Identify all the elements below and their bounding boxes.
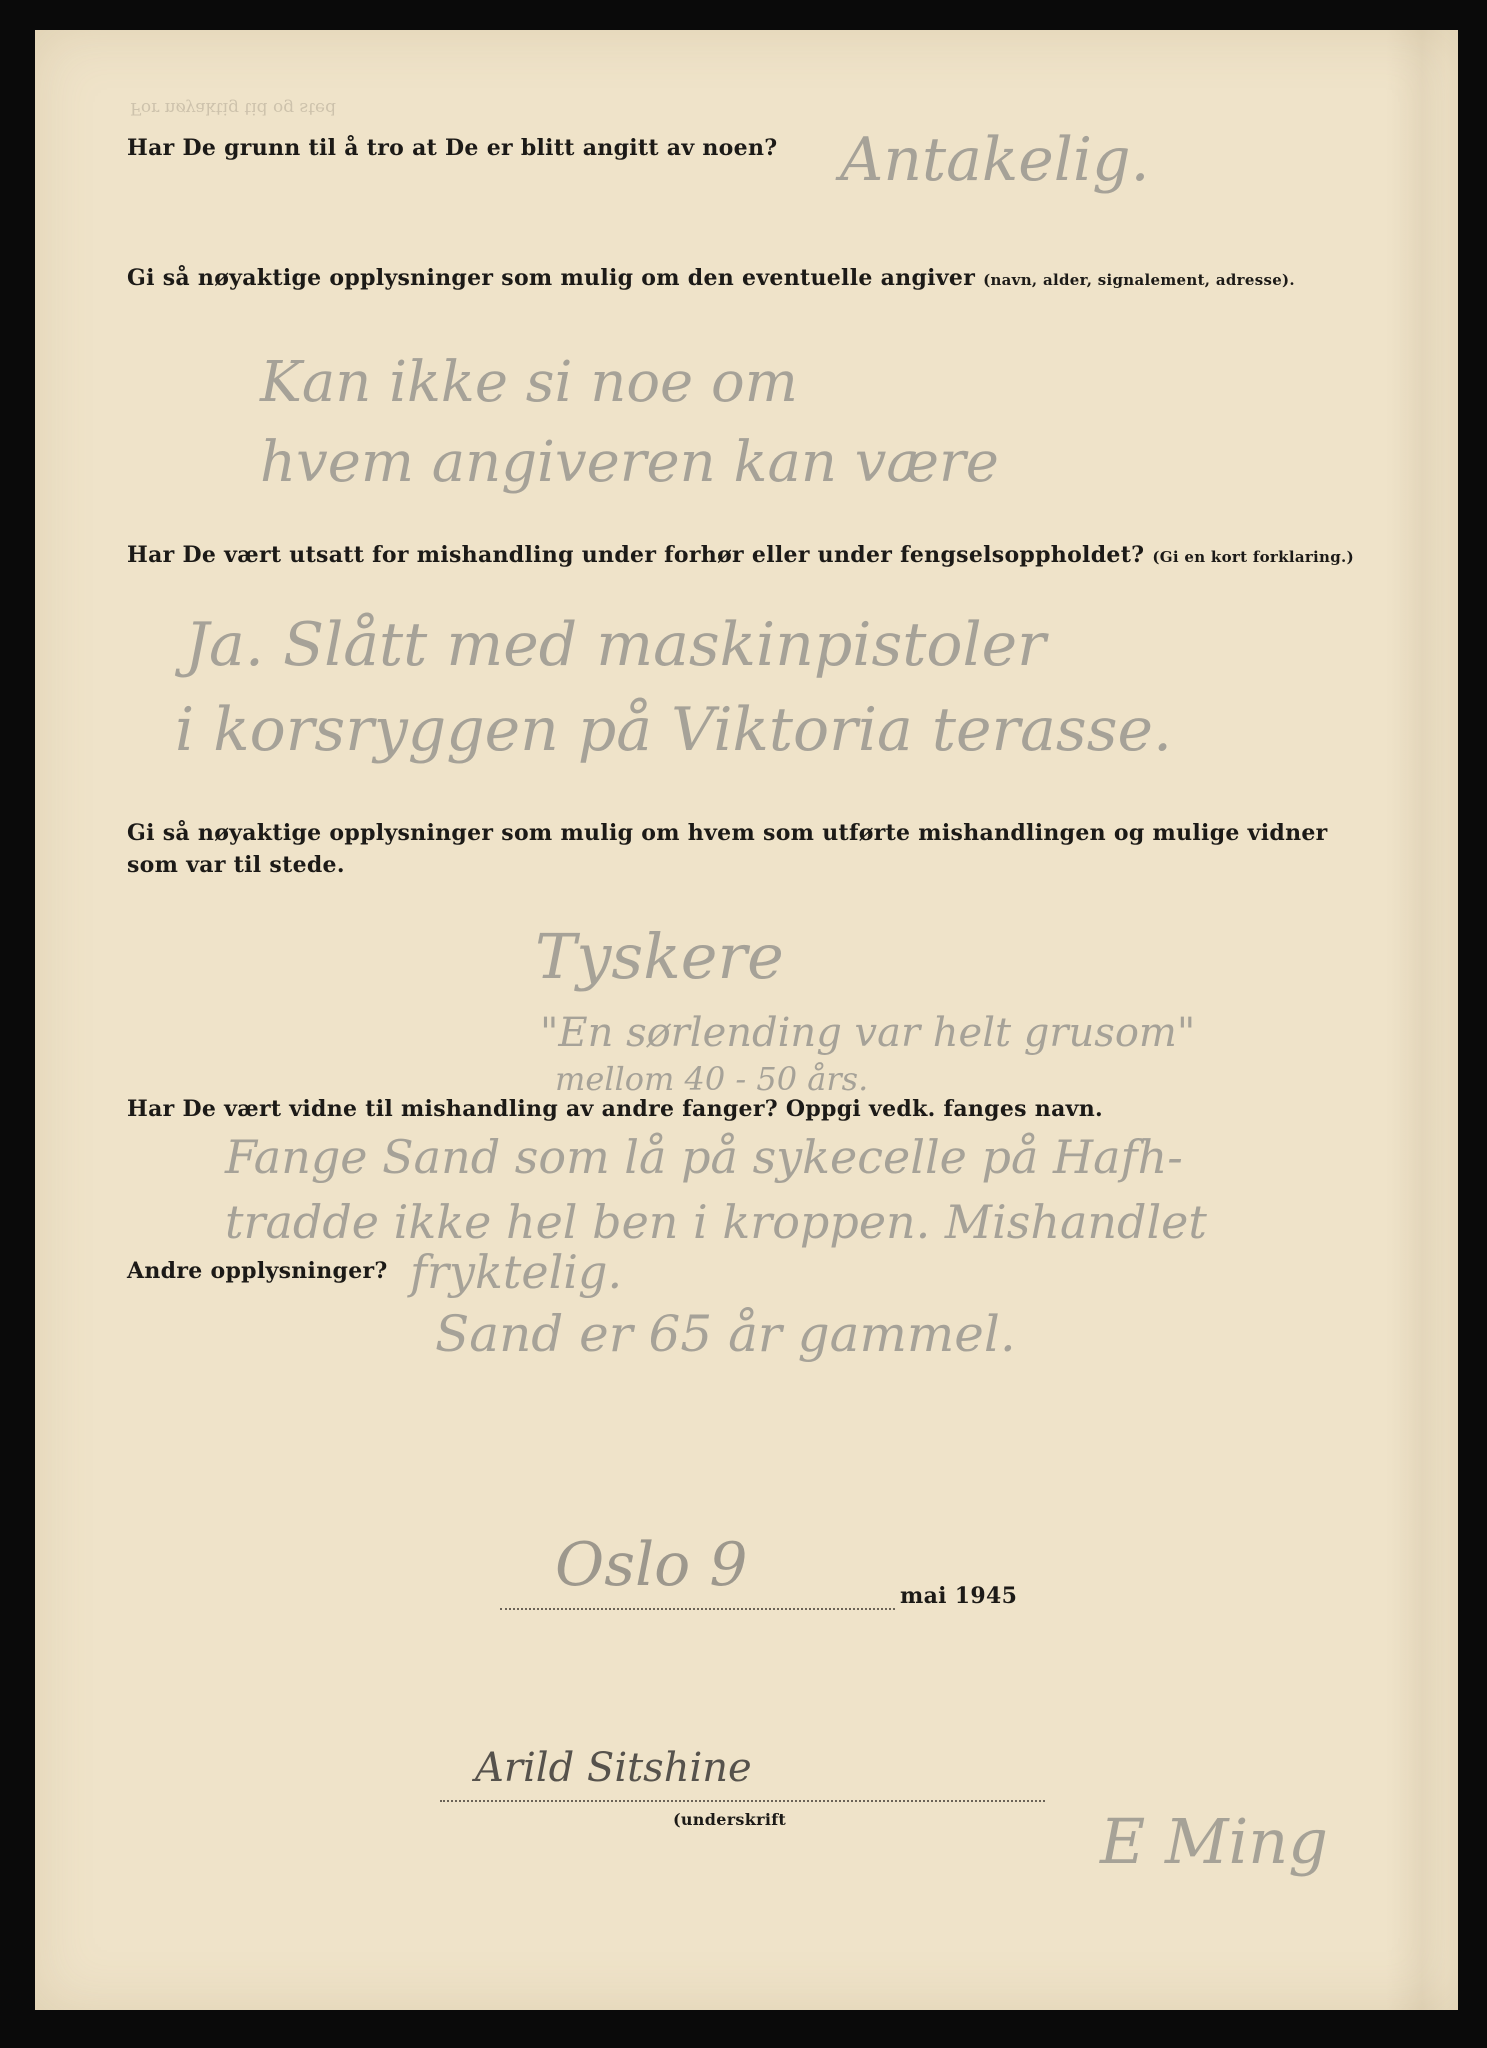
question-2-main: Gi så nøyaktige opplysninger som mulig om den eventuelle angiver (127, 265, 976, 291)
question-2-note: (navn, alder, signalement, adresse). (983, 271, 1295, 289)
question-1: Har De grunn til å tro at De er blitt angitt av noen? (127, 135, 778, 161)
signature-label: (underskrift (673, 1810, 787, 1829)
question-4-line-2: som var til stede. (127, 852, 345, 878)
question-4-line-1: Gi så nøyaktige opplysninger som mulig om hvem som utførte mishandlingen og mulige vidner (127, 820, 1328, 846)
document-page (35, 30, 1458, 2010)
date-printed: mai 1945 (900, 1583, 1018, 1609)
answer-6-line-2: Sand er 65 år gammel. (435, 1305, 1016, 1363)
question-5: Har De vært vidne til mishandling av andre fanger? Oppgi vedk. fanges navn. (127, 1096, 1103, 1122)
answer-2-line-1: Kan ikke si noe om (260, 350, 798, 415)
answer-3-line-1: Ja. Slått med maskinpistoler (185, 610, 1046, 680)
initials: E Ming (1100, 1805, 1328, 1878)
answer-5-line-1: Fange Sand som lå på sykecelle på Hafh- (225, 1130, 1183, 1184)
question-2 (127, 265, 1295, 291)
question-3 (127, 542, 1354, 568)
question-3-note: (Gi en kort forklaring.) (1152, 548, 1354, 566)
place-date-handwritten: Oslo 9 (555, 1530, 748, 1600)
answer-6-line-1: fryktelig. (410, 1245, 623, 1299)
answer-2-line-2: hvem angiveren kan være (260, 430, 999, 495)
question-6: Andre opplysninger? (127, 1258, 388, 1284)
answer-3-line-2: i korsryggen på Viktoria terasse. (175, 695, 1173, 765)
answer-4-line-1: Tyskere (535, 920, 784, 993)
signature: Arild Sitshine (475, 1745, 752, 1791)
page-fold-shadow (1386, 30, 1446, 2010)
date-dotted-line (500, 1608, 895, 1610)
signature-dotted-line (440, 1800, 1045, 1802)
answer-4-line-2: "En sørlending var helt grusom" (540, 1010, 1196, 1056)
question-3-main: Har De vært utsatt for mishandling under forhør eller under fengselsoppholdet? (127, 542, 1145, 568)
answer-4-line-3: mellom 40 - 50 års. (555, 1060, 869, 1098)
bleedthrough-text-top: For nøyaktig tid og sted (130, 98, 336, 118)
answer-5-line-2: tradde ikke hel ben i kroppen. Mishandlet (225, 1195, 1207, 1249)
answer-1: Antakelig. (840, 125, 1150, 195)
